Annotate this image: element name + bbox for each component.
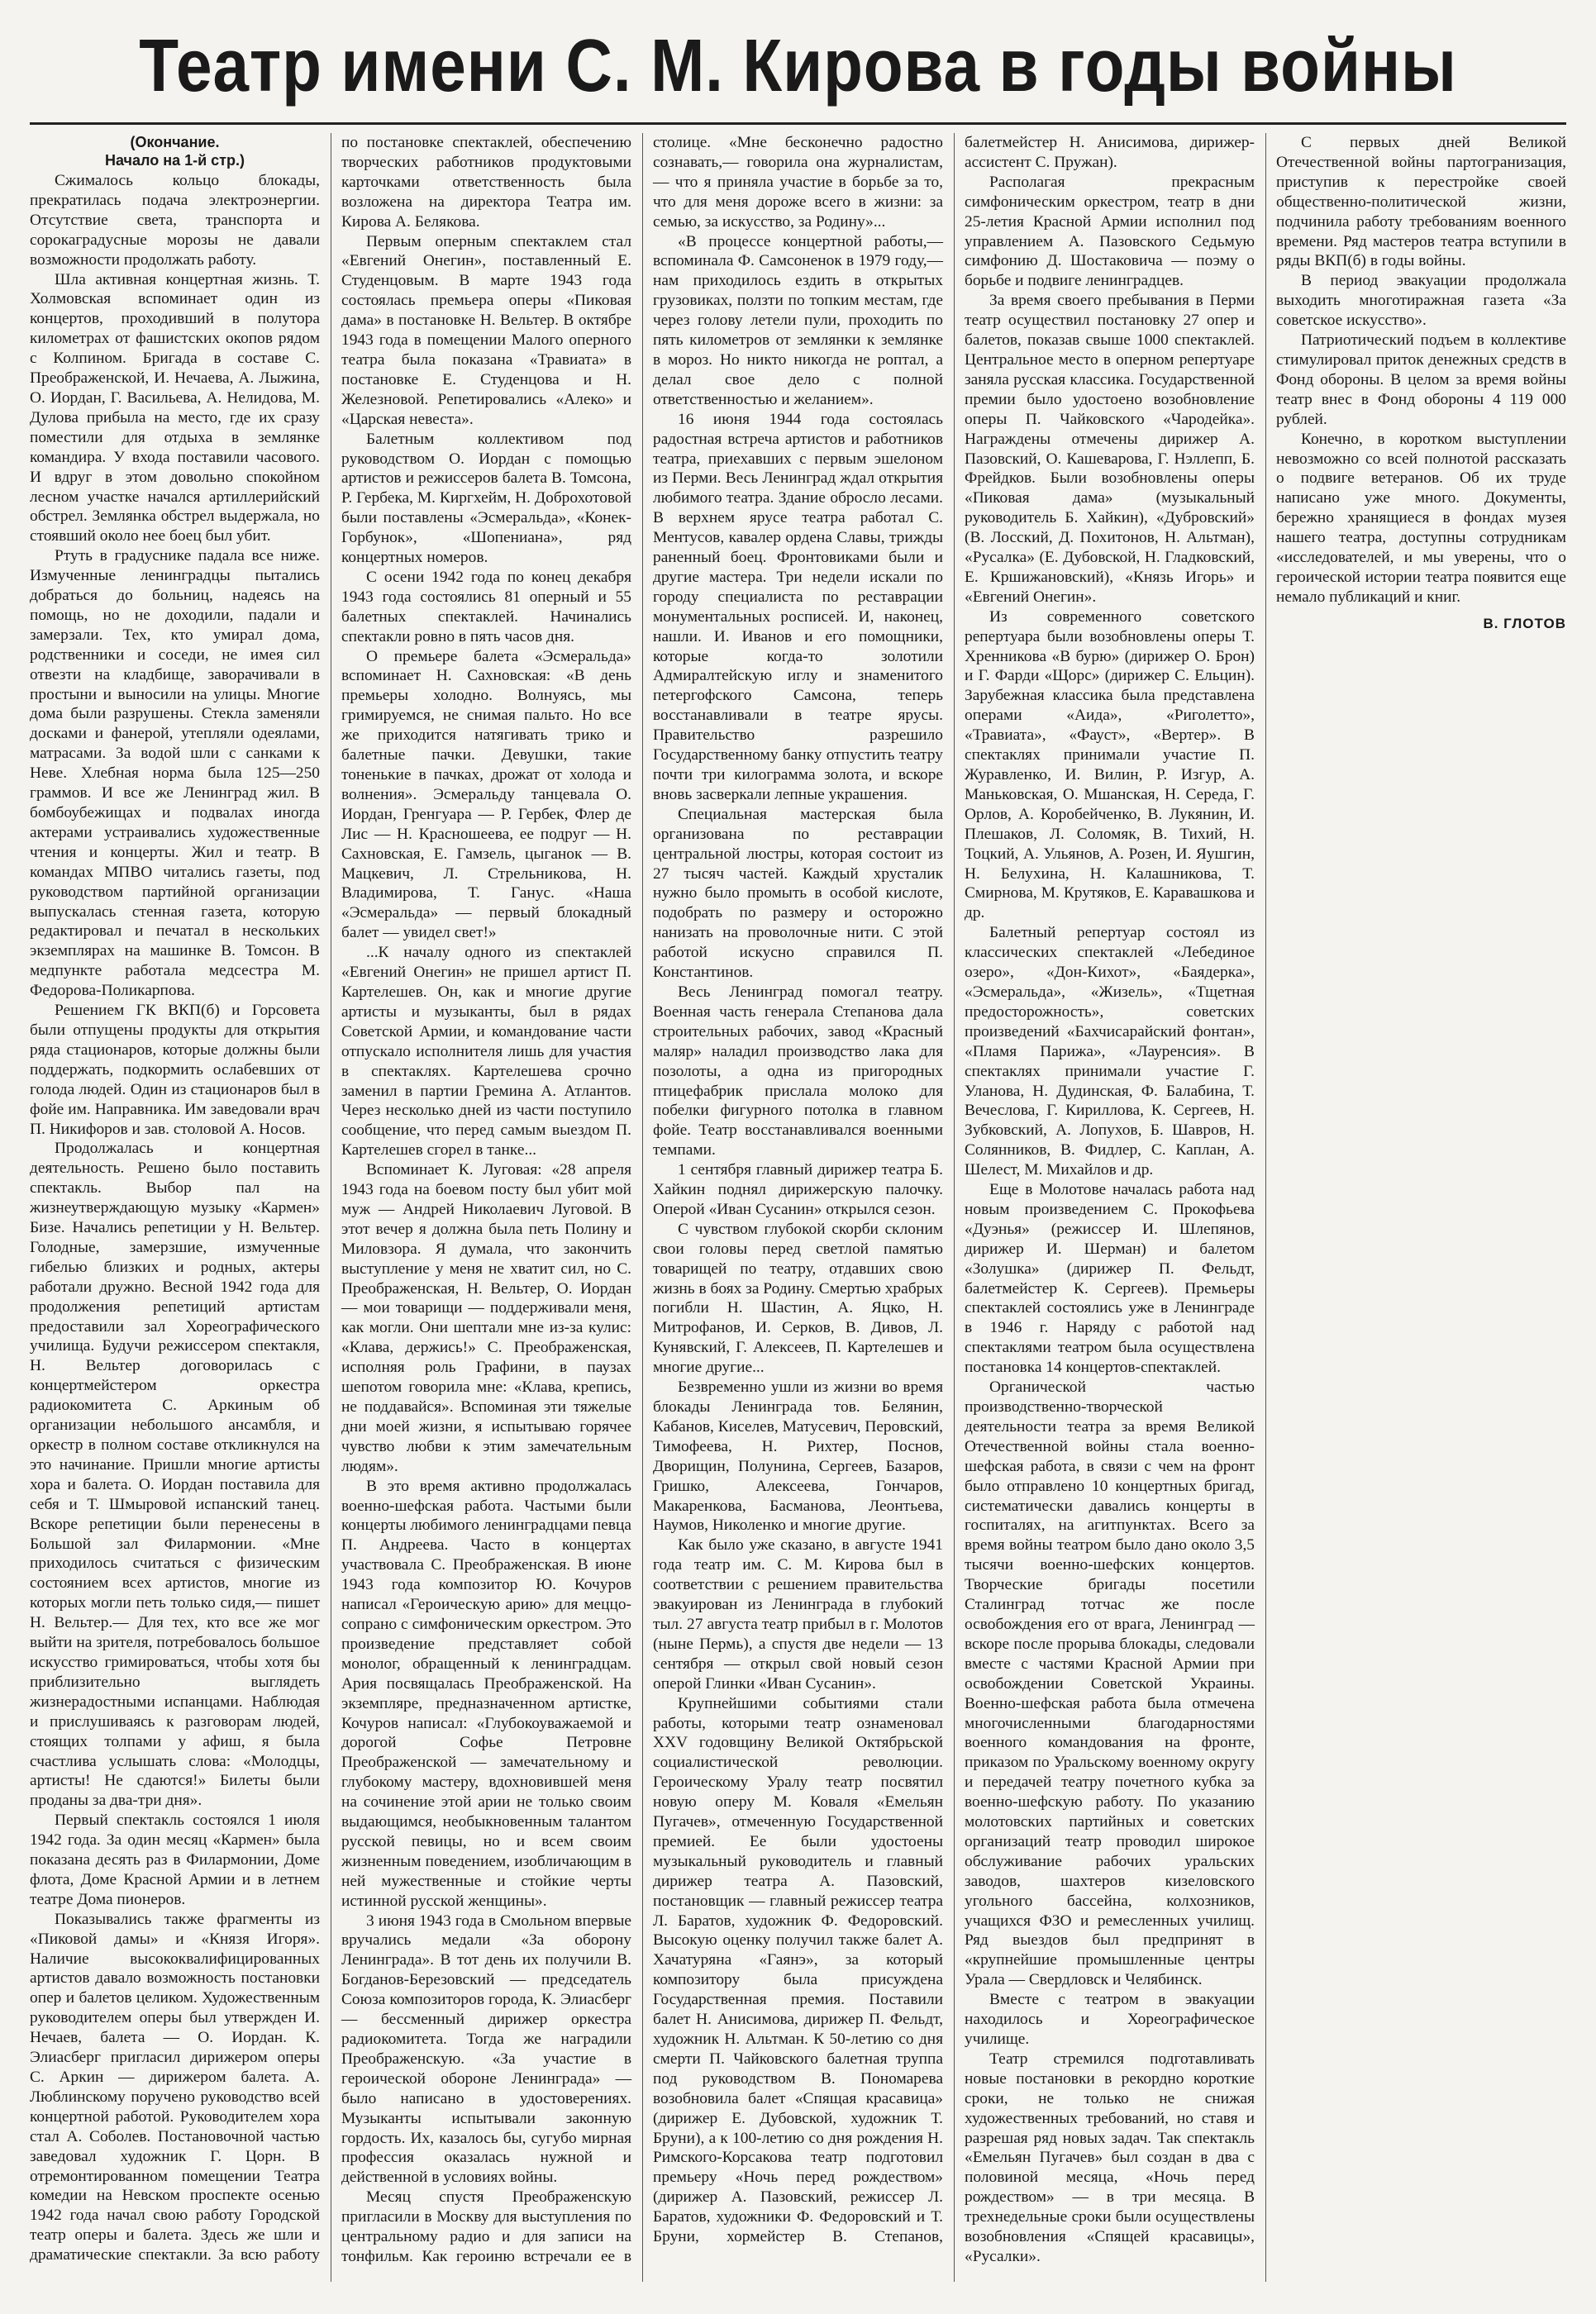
continuation-note: [30, 133, 320, 169]
article-body: [30, 133, 1566, 2282]
article-paragraph: В период эвакуации продолжала выходить многотиражная газета «За советское искусство».: [1276, 272, 1566, 330]
article-paragraph: Как было уже сказано, в августе 1941 года театр им. С. М. Кирова был в соответствии с решением правительства эвакуирован из Ленинграда в глубокий тыл. 27 августа театр прибыл в г. Молотов (ныне Пермь), а спустя две недели — 13 сентября — открыл свой новый сезон оперой Глинки «Иван Сусанин».: [653, 1536, 943, 1693]
article-paragraph: Патриотический подъем в коллективе стимулировал приток денежных средств в Фонд обороны. В целом за время войны театр внес в Фонд обороны 4 119 000 рублей.: [1276, 331, 1566, 428]
article-paragraph: С первых дней Великой Отечественной войны партогранизация, приступив к перестройке своей общественно-политической жизни, подчинила работу требованиям военного времени. Ряд мастеров театра вступили в ряды ВКП(б) в годы войны.: [1276, 134, 1566, 270]
article-paragraph: Крупнейшими событиями стали работы, которыми театр ознаменовал XXV годовщину Великой Октябрьской социалистической революции. Героическому Уралу театр посвятил новую оперу М. Коваля «Емельян Пугачев», отмеченную Государственной премией. Ее были удостоены музыкальный руководитель и главный дирижер театра А. Пазовский, постановщик — главный режиссер театра Л. Баратов, художник Ф. Федоровский. Высокую оценку получил также балет А. Хачатуряна «Гаянэ», за который композитору была присуждена Государственная премия. Поставили балет Н. Анисимова, дирижер П. Фельдт, художник Н. Альтман. К 50-летию со дня смерти П. Чайковского балетная труппа под руководством В. Пономарева возобновила балет «Спящая красавица» (дирижер Е. Дубовской, художник Т. Бруни), а к 100-летию со дня рождения Н. Римского-Корсакова театр подготовил премьеру «Ночь перед рождеством» (дирижер А. Пазовский, режиссер Л. Баратов, художники Ф. Федоровский и Т. Бруни, хормейстер В. Степанов, балетмейстер Н. Анисимова, дирижер-ассистент С. Пружан).: [653, 134, 1255, 2246]
article-paragraph: Весь Ленинград помогал театру. Военная часть генерала Степанова дала строительных рабочих, завод «Красный маляр» наладил производство лака для позолоты, а одна из пригородных птицефабрик прислала молоко для побелки фигурного потолка в главном фойе. Театр восстанавливался военными темпами.: [653, 983, 943, 1159]
article-paragraph: 3 июня 1943 года в Смольном впервые вручались медали «За оборону Ленинграда». В тот день их получили В. Богданов-Березовский — председатель Союза композиторов города, К. Элиасберг — бессменный дирижер оркестра радиокомитета. Тогда же наградили Преображенскую. «За участие в героической обороне Ленинграда» — было написано в удостоверениях. Музыканты испытывали законную гордость. Их, казалось бы, сугубо мирная профессия оказалась нужной и действенной в условиях войны.: [341, 1912, 631, 2187]
article-paragraph: Сжималось кольцо блокады, прекратилась подача электроэнергии. Отсутствие света, транспорта и сорокаградусные морозы не давали возможности продолжать работу.: [30, 172, 320, 269]
continuation-note-line1: (Окончание.: [130, 134, 220, 150]
article-paragraph: Специальная мастерская была организована по реставрации центральной люстры, которая состоит из 27 тысяч частей. Каждый хрусталик нужно было промыть в особой кислоте, подобрать по размеру и осторожно нанизать на проволочные нити. С этой работой искусно справился П. Константинов.: [653, 805, 943, 982]
article-paragraph: Вместе с театром в эвакуации находилось и Хореографическое училище.: [965, 1991, 1255, 2048]
article-paragraph: С чувством глубокой скорби склоним свои головы перед светлой памятью товарищей по театру, отдавших свою жизнь в боях за Родину. Смертью храбрых погибли Н. Шастин, А. Яцко, Н. Митрофанов, И. Серков, В. Дивов, Л. Кунявский, Г. Алексеев, П. Картелешев и многие другие...: [653, 1220, 943, 1377]
headline-rule: [30, 122, 1566, 125]
article-paragraph: Месяц спустя Преображенскую пригласили в Москву для выступления по центральному радио и для записи на тонфильм. Как героиню встречали ее в столице. «Мне бесконечно радостно сознавать,— говорила она журналистам,— что я приняла участие в борьбе за то, что для меня дороже всего в жизни: за семью, за искусство, за Родину»...: [341, 134, 943, 2265]
article-paragraph: «В процессе концертной работы,— вспоминала Ф. Самсоненок в 1979 году,— нам приходилось ездить в открытых грузовиках, ползти по топким местам, где через голову летели пули, проходить по пять километров от землянки к землянке в мороз. Но никто никогда не роптал, а делал свое дело с полной ответственностью и желанием».: [653, 232, 943, 408]
article-paragraph: Первый спектакль состоялся 1 июля 1942 года. За один месяц «Кармен» была показана десять раз в Филармонии, Доме флота, Доме Красной Армии и в летнем театре Дома пионеров.: [30, 1812, 320, 1908]
article-paragraph: 16 июня 1944 года состоялась радостная встреча артистов и работников театра, приехавших с первым эшелоном из Перми. Весь Ленинград ждал открытия любимого театра. Здание обросло лесами. В верхнем ярусе театра работал С. Ментусов, кавалер ордена Славы, трижды раненный боец. Фронтовиками были и другие мастера. Три недели искали по городу специалиста по реставрации монументальных росписей. И, наконец, нашли. И. Иванов и его помощники, которые когда-то золотили Адмиралтейскую иглу и знаменитого петергофского Самсона, теперь восстанавливали в театре ярусы. Правительство разрешило Государственному банку отпустить театру почти три килограмма золота, и вскоре вновь засверкали лепные украшения.: [653, 410, 943, 803]
article-paragraph: 1 сентября главный дирижер театра Б. Хайкин поднял дирижерскую палочку. Оперой «Иван Сусанин» открылся сезон.: [653, 1161, 943, 1218]
article-paragraph: Безвременно ушли из жизни во время блокады Ленинграда тов. Белянин, Кабанов, Киселев, Матусевич, Перовский, Тимофеева, Н. Рихтер, Поснов, Дворищин, Полунина, Сергеев, Базаров, Гришко, Алексеева, Гончаров, Макаренкова, Басманова, Леонтьева, Наумов, Николенко и многие другие.: [653, 1378, 943, 1535]
article-paragraph: Балетным коллективом под руководством О. Иордан с помощью артистов и режиссеров балета В. Томсона, Р. Гербека, М. Киргхейм, Н. Доброхотовой были поставлены «Эсмеральда», «Конек-Горбунок», «Шопениана», ряд концертных номеров.: [341, 430, 631, 567]
article-paragraph: Решением ГК ВКП(б) и Горсовета были отпущены продукты для открытия ряда стационаров, которые должны были поддержать, подкормить ослабевших от голода людей. Один из стационаров был в фойе им. Направника. Им заведовали врач П. Никифоров и зав. столовой А. Носов.: [30, 1002, 320, 1138]
article-paragraph: Органической частью производственно-творческой деятельности театра за время Великой Отечественной войны стала военно-шефская работа, в связи с чем на фронт было отправлено 10 концертных бригад, систематически давались концерты в госпиталях, на агитпунктах. Всего за время войны театром было дано около 3,5 тысячи военно-шефских концертов. Творческие бригады посетили Сталинград тотчас же после освобождения его от врага, Ленинград — вскоре после прорыва блокады, следовали вместе с частями Красной Армии при освобождении Советской Украины. Военно-шефская работа была отмечена многочисленными благодарностями военного командования на фронте, приказом по Уральскому военному округу и передачей театру почетного кубка за военно-шефскую работу. По указанию молотовских партийных и советских организаций театр проводил широкое обслуживание рабочих уральских заводов, шахтеров кизеловского угольного бассейна, колхозников, учащихся ФЗО и ремесленных училищ. Ряд выездов был предпринят в «крупнейшие промышленные центры Урала — Свердловск и Челябинск.: [965, 1378, 1255, 1989]
article-paragraph: Ртуть в градуснике падала все ниже. Измученные ленинградцы пытались добраться до больниц, надеясь на помощь, но не доходили, падали и замерзали. Тех, кто умирал дома, родственники и соседи, не имея сил отвезти на кладбище, заворачивали в простыни и выносили на улицы. Многие дома были разрушены. Стекла заменяли досками и фанерой, утепляли одеялами, матрасами. За водой шли с санками к Неве. Хлебная норма была 125—250 граммов. И все же Ленинград жил. В бомбоубежищах и подвалах иногда актерами устраивались художественные чтения и концерты. Жил и театр. В командах МПВО читались газеты, под руководством партийной организации выпускалась стенная газета, которую редактировал и печатал в нескольких экземплярах на машинке В. Томсон. В медпункте работала медсестра М. Федорова-Поликарпова.: [30, 547, 320, 1000]
article-paragraph: Конечно, в коротком выступлении невозможно со всей полнотой рассказать о подвиге ветеранов. Об их труде написано уже много. Документы, бережно хранящиеся в фондах музея нашего театра, доступны сотрудникам «исследователей, и мы уверены, что о героической истории театра появится еще немало публикаций и книг.: [1276, 430, 1566, 606]
article-paragraph: Располагая прекрасным симфоническим оркестром, театр в дни 25-летия Красной Армии исполнил под управлением А. Пазовского Седьмую симфонию Д. Шостаковича — поэму о борьбе и подвиге ленинградцев.: [965, 173, 1255, 290]
article-paragraph: Вспоминает К. Луговая: «28 апреля 1943 года на боевом посту был убит мой муж — Андрей Николаевич Луговой. В этот вечер я должна была петь Полину и Миловзора. Я думала, что закончить выступление у меня не хватит сил, но С. Преображенская, Н. Вельтер, О. Иордан — мои товарищи — поддерживали меня, как могли. Они шептали мне из-за кулис: «Клава, держись!» С. Преображенская, исполняя роль Графини, в паузах шепотом говорила мне: «Клава, крепись, не поддавайся». Вспоминая эти тяжелые дни моей жизни, я испытываю горячее чувство любви к этим замечательным людям».: [341, 1161, 631, 1475]
article-paragraph: В это время активно продолжалась военно-шефская работа. Частыми были концерты любимого ленинградцами певца П. Андреева. Часто в концертах участвовала С. Преображенская. В июне 1943 года композитор Ю. Кочуров написал «Героическую арию» для меццо-сопрано с симфоническим оркестром. Это произведение представляет собой монолог, обращенный к ленинградцам. Ария посвящалась Преображенской. На экземпляре, предназначенном артистке, Кочуров написал: «Глубокоуважаемой и дорогой Софье Петровне Преображенской — замечательному и глубокому мастеру, вдохновившей меня на сочинение этой арии не только своим выдающимся, необыкновенным талантом русской певицы, но и всем своим жизненным поведением, изобличающим в ней мужественные и стойкие черты истинной русской женщины».: [341, 1477, 631, 1910]
article-headline: Театр имени С. М. Кирова в годы войны: [139, 25, 1457, 107]
article-paragraph: Еще в Молотове началась работа над новым произведением С. Прокофьева «Дуэнья» (режиссер И. Шлепянов, дирижер И. Шерман) и балетом «Золушка» (дирижер П. Фельдт, балетмейстер К. Сергеев). Премьеры спектаклей состоялись уже в Ленинграде в 1946 г. Наряду с работой над спектаклями театром была осуществлена постановка 14 концертов-спектаклей.: [965, 1181, 1255, 1377]
article-paragraph: Первым оперным спектаклем стал «Евгений Онегин», поставленный Е. Студенцовым. В марте 1943 года состоялась премьера оперы «Пиковая дама» в постановке Н. Вельтер. В октябре 1943 года в помещении Малого оперного театра была показана «Травиата» в постановке Е. Студенцова и Н. Железновой. Репетировались «Алеко» и «Царская невеста».: [341, 232, 631, 428]
article-paragraph: О премьере балета «Эсмеральда» вспоминает Н. Сахновская: «В день премьеры холодно. Волнуясь, мы гримируемся, не снимая пальто. Но все же приходится натягивать трико и балетные пачки. Девушки, такие тоненькие в пачках, дрожат от холода и волнения». Эсмеральду танцевала О. Иордан, Гренгуара — Р. Гербек, Флер де Лис — Н. Красношеева, ее подруг — Н. Сахновская, Е. Гамзель, цыганок — В. Мацкевич, Л. Стрельникова, Н. Владимирова, Т. Ганус. «Наша «Эсмеральда» — первый блокадный балет — увидел свет!»: [341, 647, 631, 942]
article-paragraph: Продолжалась и концертная деятельность. Решено было поставить спектакль. Выбор пал на жизнеутверждающую музыку «Кармен» Бизе. Начались репетиции у Н. Вельтер. Голодные, замерзшие, измученные гибелью близких и родных, актеры работали дружно. Весной 1942 года для продолжения репетиций артистам предоставили зал Хореографического училища. Будучи режиссером спектакля, Н. Вельтер договорилась с концертмейстером оркестра радиокомитета С. Аркиным об организации небольшого ансамбля, и оркестр в полном составе откликнулся на это начинание. Пришли многие артисты хора и балета. О. Иордан поставила для себя и Т. Шмыровой испанский танец. Вскоре репетиции были перенесены в Большой зал Филармонии. «Мне приходилось считаться с физическим состоянием всех артистов, многие из которых могли петь только сидя,— пишет Н. Вельтер.— Для тех, кто все же мог выйти на зрителя, потребовалось большое искусство гримироваться, чтобы хотя бы приблизительно выглядеть жизнерадостными испанцами. Наблюдая и прислушиваясь к разговорам людей, стоящих толпами у афиш, я была счастлива услышать слова: «Молодцы, артисты! Не сдаются!» Билеты были проданы за два-три дня».: [30, 1140, 320, 1810]
article-paragraph: Показывались также фрагменты из «Пиковой дамы» и «Князя Игоря». Наличие высококвалифицированных артистов давало возможность постановки опер и балетов целиком. Художественным руководителем оперы был утвержден И. Нечаев, балета — О. Иордан. К. Элиасберг пригласил дирижером оперы С. Аркин — дирижером балета. А. Люблинскому поручено руководство всей концертной работой. Руководителем хора стал А. Соболев. Постановочной частью заведовал художник Г. Цорн. В отремонтированном помещении Театра комедии на Невском проспекте осенью 1942 года начал свою работу Городской театр оперы и балета. Здесь же шли и драматические спектакли. За всю работу по постановке спектаклей, обеспечению творческих работников продуктовыми карточками ответственность была возложена на директора Театра им. Кирова А. Белякова.: [30, 134, 631, 2264]
continuation-note-line2: Начало на 1-й стр.): [105, 152, 245, 169]
article-paragraph: Театр стремился подготавливать новые постановки в рекордно короткие сроки, не только не снижая художественных требований, но ставя и разрешая ряд новых задач. Так спектакль «Емельян Пугачев» был создан в два с половиной месяца, «Ночь перед рождеством» — в три месяца. В трехнедельные сроки были осуществлены возобновления «Спящей красавицы», «Русалки».: [965, 2050, 1255, 2265]
article-paragraph: За время своего пребывания в Перми театр осуществил постановку 27 опер и балетов, показав свыше 1000 спектаклей. Центральное место в оперном репертуаре заняла русская классика. Государственной премии было удостоено возобновление оперы П. Чайковского «Чародейка». Награждены отмечены дирижер А. Пазовский, О. Кашеварова, Г. Нэллепп, Б. Фрейдков. Были возобновлены оперы «Пиковая дама» (музыкальный руководитель Б. Хайкин), «Дубровский» (В. Лосский, Д. Похитонов, Н. Альтман), «Русалка» (Е. Дубовской, Н. Гладковский, Е. Кршижановский), «Князь Игорь» и «Евгений Онегин».: [965, 292, 1255, 606]
article-paragraph: Из современного советского репертуара были возобновлены оперы Т. Хренникова «В бурю» (дирижер О. Брон) и Г. Фарди «Щорс» (дирижер С. Ельцин). Зарубежная классика была представлена операми «Аида», «Риголетто», «Травиата», «Фауст», «Вертер». В спектаклях принимали участие П. Журавленко, И. Вилин, Р. Изгур, А. Маньковская, О. Мшанская, Н. Середа, Г. Орлов, А. Коробейченко, В. Лукянин, И. Плешаков, Л. Соломяк, В. Тихий, Н. Тоцкий, А. Ульянов, А. Розен, И. Яушгин, Н. Белухина, Н. Калашникова, Т. Смирнова, М. Крутяков, Е. Каравашкова и др.: [965, 607, 1255, 922]
article-paragraph: С осени 1942 года по конец декабря 1943 года состоялись 81 оперный и 55 балетных спектаклей. Начинались спектакли ровно в пять часов дня.: [341, 568, 631, 645]
article-paragraph: Шла активная концертная жизнь. Т. Холмовская вспоминает один из концертов, проходивший в полутора километрах от фашистских окопов рядом с Колпином. Бригада в составе С. Преображенской, И. Нечаева, А. Лыжина, О. Иордан, Г. Васильева, А. Нелидова, М. Дулова прибыла на место, где их сразу поместили для отдыха в землянке командира. У входа поставили часового. И вдруг в этом довольно спокойном лесном участке начался артиллерийский обстрел. Землянка обстрел выдержала, но стоявший около нее боец был убит.: [30, 270, 320, 545]
article-paragraph: Балетный репертуар состоял из классических спектаклей «Лебединое озеро», «Дон-Кихот», «Баядерка», «Эсмеральда», «Жизель», «Тщетная предосторожность», советских произведений «Бахчисарайский фонтан», «Пламя Парижа», «Лауренсия». В спектаклях принимали участие Г. Уланова, Н. Дудинская, Ф. Балабина, Т. Вечеслова, Г. Кириллова, К. Сергеев, Н. Зубковский, А. Лопухов, Б. Шавров, Н. Солянников, В. Фидлер, С. Каплан, А. Шелест, М. Михайлов и др.: [965, 924, 1255, 1179]
author-signature: В. ГЛОТОВ: [1483, 615, 1566, 631]
article-paragraph: ...К началу одного из спектаклей «Евгений Онегин» не пришел артист П. Картелешев. Он, как и многие другие артисты и музыканты, был в рядах Советской Армии, и командование части отпускало исполнителя лишь для участия в спектаклях. Картелешева срочно заменил в партии Гремина А. Атлантов. Через несколько дней из части поступило сообщение, что перед самым выездом П. Картелешев сгорел в танке...: [341, 944, 631, 1159]
